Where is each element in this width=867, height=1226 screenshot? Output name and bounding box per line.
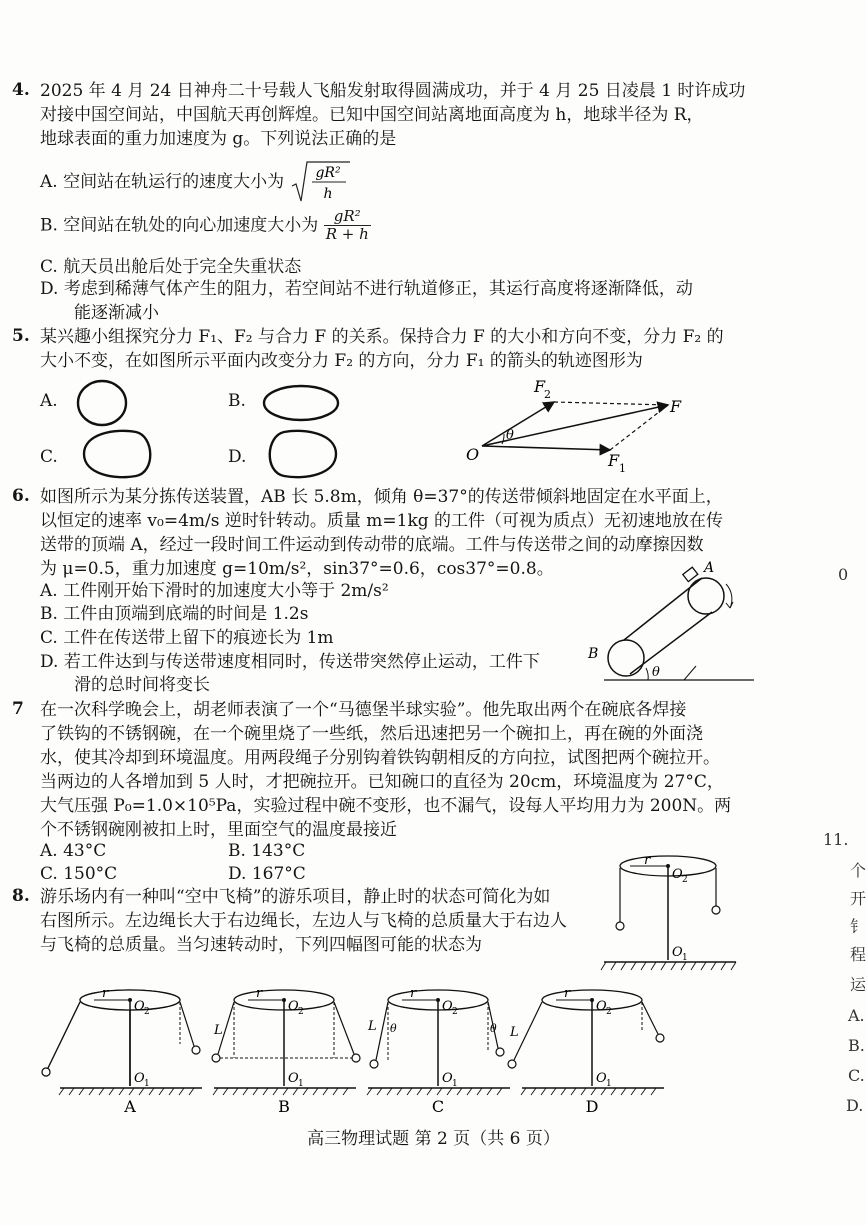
choice-b-label: B bbox=[278, 1097, 290, 1116]
sqrt-expression bbox=[290, 160, 352, 204]
theta-label: θ bbox=[652, 665, 660, 680]
question-5-line-1: 某兴趣小组探究分力 F₁、F₂ 与合力 F 的关系。保持合力 F 的大小和方向不变，分力 F₂ 的 bbox=[40, 327, 724, 347]
question-5-option-b-label: B. bbox=[228, 391, 246, 411]
question-8-line-3: 与飞椅的总质量。当匀速转动时，下列四幅图可能的状态为 bbox=[40, 935, 482, 955]
o2-subscript: 2 bbox=[452, 1007, 458, 1017]
edge-mark-2: 开 bbox=[850, 889, 867, 908]
question-7-line-6: 个不锈钢碗刚被扣上时，里面空气的温度最接近 bbox=[40, 820, 397, 840]
o2-subscript: 2 bbox=[144, 1007, 150, 1017]
theta-left-label: θ bbox=[390, 1022, 397, 1035]
question-6-option-a: A. 工件刚开始下滑时的加速度大小等于 2m/s² bbox=[40, 581, 389, 601]
question-8-line-1: 游乐场内有一种叫“空中飞椅”的游乐项目，静止时的状态可简化为如 bbox=[40, 887, 551, 907]
question-7-line-2: 了铁钩的不锈钢碗，在一个碗里烧了一些纸，然后迅速把另一个碗扣上，再在碗的外面浇 bbox=[40, 724, 703, 744]
question-4-option-a bbox=[40, 160, 352, 204]
question-7-line-5: 大气压强 P₀=1.0×10⁵Pa，实验过程中碗不变形，也不漏气，设每人平均用力为 200N。两 bbox=[40, 796, 732, 816]
question-7-option-b: B. 143°C bbox=[228, 841, 306, 861]
question-4-line-3: 地球表面的重力加速度为 g。下列说法正确的是 bbox=[40, 129, 397, 149]
question-8-line-2: 右图所示。左边绳长大于右边绳长，左边人与飞椅的总质量大于右边人 bbox=[40, 911, 567, 931]
option-c-egg-shape-icon bbox=[74, 426, 160, 482]
length-label: L bbox=[214, 1023, 223, 1038]
radius-label: r bbox=[256, 986, 263, 1001]
edge-mark-zero: 0 bbox=[838, 565, 849, 584]
edge-mark-8: C. bbox=[848, 1066, 865, 1085]
option-d-egg-shape-icon bbox=[260, 426, 346, 482]
choice-b-figure bbox=[212, 986, 360, 1116]
o1-label: O bbox=[288, 1071, 299, 1086]
question-4-line-2: 对接中国空间站，中国航天再创辉煌。已知中国空间站离地面高度为 h，地球半径为 R， bbox=[40, 105, 704, 125]
edge-mark-6: A. bbox=[848, 1006, 865, 1025]
option-b-ellipse-icon bbox=[260, 382, 342, 424]
edge-mark-4: 程 bbox=[850, 945, 867, 964]
question-6-option-d-line-1: D. 若工件达到与传送带速度相同时，传送带突然停止运动，工件下 bbox=[40, 652, 540, 672]
f1-label: F bbox=[608, 451, 620, 470]
question-6-line-1: 如图所示为某分拣传送装置，AB 长 5.8m，倾角 θ=37°的传送带倾斜地固定在水平面上， bbox=[40, 487, 723, 507]
question-4-option-c: C. 航天员出舱后处于完全失重状态 bbox=[40, 257, 302, 277]
question-4-option-d-line-1: D. 考虑到稀薄气体产生的阻力，若空间站不进行轨道修正，其运行高度将逐渐降低，动 bbox=[40, 279, 693, 299]
question-4-line-1: 2025 年 4 月 24 日神舟二十号载人飞船发射取得圆满成功，并于 4 月 25 日凌晨 1 时许成功 bbox=[40, 81, 746, 101]
o2-label: O bbox=[288, 999, 299, 1014]
o1-subscript: 1 bbox=[298, 1079, 304, 1089]
question-6-line-3: 送带的顶端 A，经过一段时间工件运动到传动带的底端。工件与传送带之间的动摩擦因数 bbox=[40, 535, 704, 555]
o1-subscript: 1 bbox=[606, 1079, 612, 1089]
question-5-line-2: 大小不变，在如图所示平面内改变分力 F₂ 的方向，分力 F₁ 的箭头的轨迹图形为 bbox=[40, 351, 643, 371]
o-label: O bbox=[466, 445, 480, 464]
choice-a-figure bbox=[42, 986, 202, 1116]
edge-mark-3: 钅 bbox=[850, 917, 867, 936]
fraction bbox=[324, 208, 371, 243]
choice-d-figure bbox=[508, 986, 664, 1116]
question-7-line-1: 在一次科学晚会上，胡老师表演了一个“马德堡半球实验”。他先取出两个在碗底各焊接 bbox=[40, 700, 687, 720]
o2-subscript: 2 bbox=[682, 875, 688, 885]
radical-sign-icon bbox=[290, 160, 352, 204]
edge-mark-1: 个 bbox=[850, 861, 867, 880]
question-6-option-c: C. 工件在传送带上留下的痕迹长为 1m bbox=[40, 628, 334, 648]
o1-label: O bbox=[672, 945, 683, 960]
question-6-number: 6. bbox=[12, 486, 30, 506]
conveyor-belt-diagram bbox=[584, 558, 760, 692]
force-parallelogram-diagram bbox=[460, 372, 700, 476]
o2-label: O bbox=[442, 999, 453, 1014]
fraction-denominator: R + h bbox=[325, 225, 369, 243]
o2-label: O bbox=[596, 999, 607, 1014]
choice-a-label: A bbox=[124, 1097, 136, 1116]
question-5-option-c-label: C. bbox=[40, 447, 58, 467]
page-footer: 高三物理试题 第 2 页（共 6 页） bbox=[307, 1129, 560, 1149]
o2-subscript: 2 bbox=[606, 1007, 612, 1017]
length-label: L bbox=[510, 1025, 519, 1040]
o1-label: O bbox=[596, 1071, 607, 1086]
swing-ride-static-diagram bbox=[600, 850, 740, 974]
point-a-label: A bbox=[704, 560, 715, 576]
question-7-line-3: 水，使其冷却到环境温度。用两段绳子分别钩着铁钩朝相反的方向拉，试图把两个碗拉开。 bbox=[40, 748, 720, 768]
swing-ride-choices bbox=[36, 978, 676, 1118]
edge-mark-eleven: 11. bbox=[823, 830, 849, 849]
question-6-line-2: 以恒定的速率 v₀=4m/s 逆时针转动。质量 m=1kg 的工件（可视为质点）无初速地放在传 bbox=[40, 511, 724, 531]
option-b-text: B. 空间站在轨处的向心加速度大小为 bbox=[40, 215, 319, 236]
question-6-option-b: B. 工件由顶端到底端的时间是 1.2s bbox=[40, 604, 309, 624]
f2-subscript: 2 bbox=[544, 388, 551, 401]
question-4-option-b bbox=[40, 208, 371, 243]
edge-mark-5: 运 bbox=[850, 975, 867, 994]
edge-mark-7: B. bbox=[848, 1036, 865, 1055]
o2-label: O bbox=[134, 999, 145, 1014]
o1-label: O bbox=[134, 1071, 145, 1086]
question-6-option-d-line-2: 滑的总时间将变长 bbox=[74, 675, 210, 695]
question-5-number: 5. bbox=[12, 326, 30, 346]
fraction-numerator: gR² bbox=[324, 208, 371, 226]
question-7-number: 7 bbox=[12, 699, 24, 719]
question-6-line-4: 为 μ=0.5，重力加速度 g=10m/s²，sin37°=0.6，cos37°=0.8。 bbox=[40, 559, 554, 579]
o1-label: O bbox=[442, 1071, 453, 1086]
o2-label: O bbox=[672, 867, 683, 882]
sqrt-numerator: gR² bbox=[314, 165, 341, 181]
radius-label: r bbox=[410, 986, 417, 1001]
question-4-option-d-line-2: 能逐渐减小 bbox=[74, 303, 159, 323]
f2-label: F bbox=[534, 377, 546, 396]
o1-subscript: 1 bbox=[452, 1079, 458, 1089]
radius-label: r bbox=[564, 986, 571, 1001]
question-7-line-4: 当两边的人各增加到 5 人时，才把碗拉开。已知碗口的直径为 20cm，环境温度为 27°C， bbox=[40, 772, 724, 792]
choice-c-figure bbox=[367, 986, 510, 1116]
f-label: F bbox=[670, 397, 682, 416]
question-8-number: 8. bbox=[12, 886, 30, 906]
sqrt-denominator: h bbox=[322, 186, 333, 202]
question-5-option-d-label: D. bbox=[228, 447, 247, 467]
radius-label: r bbox=[644, 853, 651, 868]
length-label: L bbox=[368, 1019, 377, 1034]
theta-label: θ bbox=[506, 428, 514, 443]
choice-d-label: D bbox=[585, 1097, 599, 1116]
question-7-option-c: C. 150°C bbox=[40, 864, 118, 884]
o1-subscript: 1 bbox=[682, 953, 688, 963]
option-a-circle-icon bbox=[74, 378, 130, 428]
edge-mark-9: D. bbox=[846, 1096, 864, 1115]
question-7-option-d: D. 167°C bbox=[228, 864, 306, 884]
theta-right-label: θ bbox=[490, 1022, 497, 1035]
question-7-option-a: A. 43°C bbox=[40, 841, 107, 861]
question-5-option-a-label: A. bbox=[40, 391, 58, 411]
question-4-number: 4. bbox=[12, 80, 30, 100]
choice-c-label: C bbox=[431, 1097, 445, 1116]
option-a-text: A. 空间站在轨运行的速度大小为 bbox=[40, 172, 285, 192]
point-b-label: B bbox=[588, 646, 599, 662]
o2-subscript: 2 bbox=[298, 1007, 304, 1017]
o1-subscript: 1 bbox=[144, 1079, 150, 1089]
f1-subscript: 1 bbox=[619, 462, 626, 475]
radius-label: r bbox=[102, 986, 109, 1001]
